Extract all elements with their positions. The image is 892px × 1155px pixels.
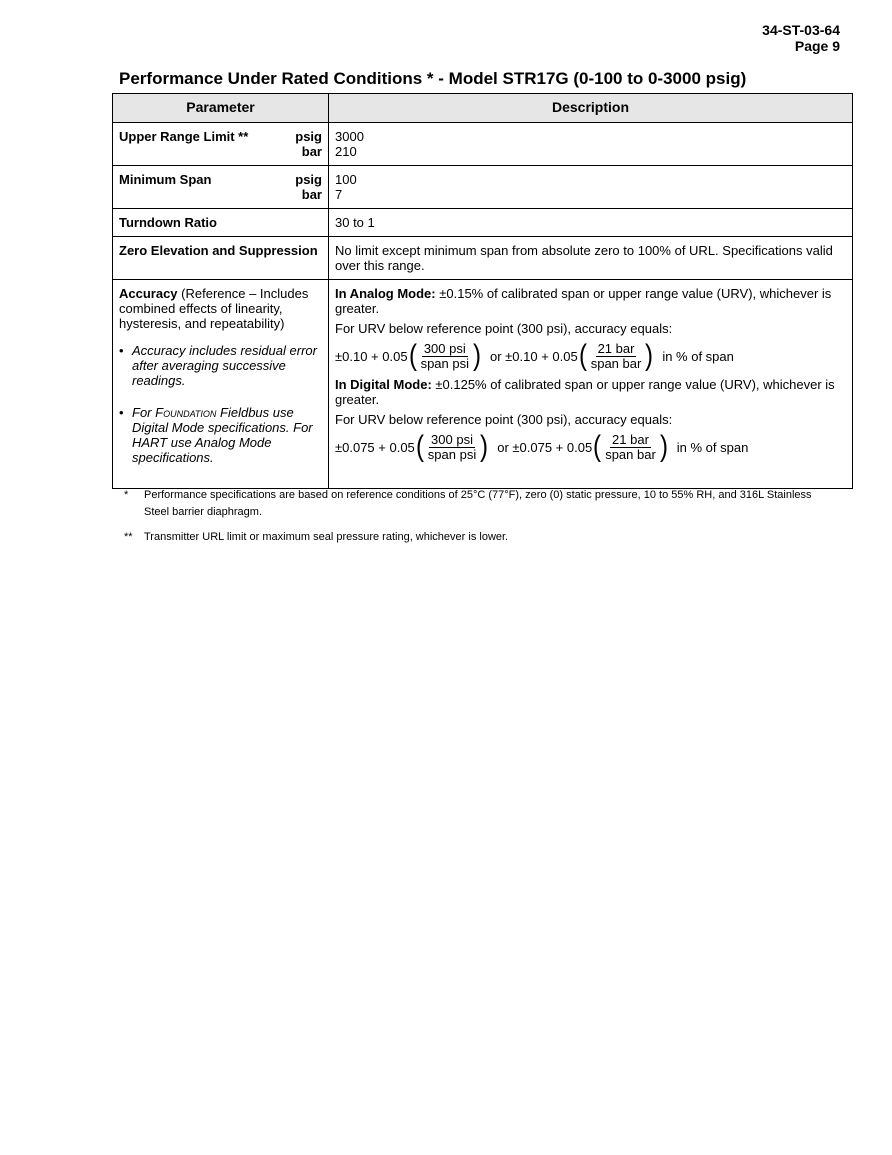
- analog-mode-label: In Analog Mode:: [335, 286, 436, 301]
- document-number: 34-ST-03-64: [762, 22, 840, 38]
- footnote-mark: *: [124, 489, 129, 501]
- digital-formula: ±0.075 + 0.05 ( $\frac{\text{300 psi}}{\text{span psi}}$ ) or ±0.075 + 0.05 ( $\frac{\text{21 bar}}{\text{span bar}}$ ) in % of span: [335, 430, 749, 463]
- fraction: $\frac{\text{300 psi}}{\text{span psi}}$: [427, 431, 477, 462]
- analog-formula: ±0.10 + 0.05 ( $\frac{\text{300 psi}}{\text{span psi}}$ ) or ±0.10 + 0.05 ( $\frac{\text{21 bar}}{\text{span bar}}$ ) in % of span: [335, 339, 734, 372]
- footnote-mark: **: [124, 531, 133, 543]
- table-row-upper-range-limit: [113, 123, 853, 166]
- footnote-text: Transmitter URL limit or maximum seal pressure rating, whichever is lower.: [144, 531, 509, 543]
- list-item: • For Foundation Fieldbus use Digital Mode specifications. For HART use Analog Mode specifications.: [119, 405, 313, 465]
- bullet-icon: •: [119, 405, 124, 420]
- value-psig: 3000: [335, 129, 364, 144]
- page-number: Page 9: [794, 38, 840, 54]
- fraction: $\frac{\text{21 bar}}{\text{span bar}}$: [590, 340, 642, 371]
- analog-urv-text: For URV below reference point (300 psi), accuracy equals:: [335, 321, 673, 336]
- digital-mode-text: In Digital Mode: ±0.125% of calibrated span or upper range value (URV), whichever is greater.: [335, 377, 835, 407]
- description-cell: [329, 123, 853, 166]
- parameter-cell: [113, 166, 329, 209]
- column-header-parameter: Parameter: [113, 94, 329, 123]
- value-bar: 7: [335, 187, 343, 202]
- performance-table: [112, 93, 853, 489]
- description-cell: [329, 280, 853, 489]
- footnote: [124, 487, 824, 521]
- value-bar: 210: [335, 144, 357, 159]
- accuracy-notes: [119, 343, 322, 465]
- parameter-cell: [113, 280, 329, 489]
- footnote: [124, 529, 824, 546]
- parameter-cell: [113, 123, 329, 166]
- digital-mode-label: In Digital Mode:: [335, 377, 432, 392]
- unit-bar: bar: [301, 187, 322, 202]
- parameter-name: Upper Range Limit **: [119, 129, 249, 144]
- page-title: Performance Under Rated Conditions * - Model STR17G (0-100 to 0-3000 psig): [119, 69, 747, 88]
- parameter-description: (Reference – Includes combined effects of linearity, hysteresis, and repeatability): [119, 286, 309, 331]
- analog-mode-text: In Analog Mode: ±0.15% of calibrated span or upper range value (URV), whichever is greater.: [335, 286, 832, 316]
- parameter-name: Turndown Ratio: [113, 209, 329, 237]
- footnote-text: Performance specifications are based on reference conditions of 25°C (77°F), zero (0) static pressure, 10 to 55% RH, and 316L Stainless Steel barrier diaphragm.: [144, 489, 812, 518]
- unit-psig: psig: [295, 172, 322, 187]
- table-row-accuracy: [113, 280, 853, 489]
- footnotes: [124, 487, 824, 550]
- column-header-description: Description: [329, 94, 853, 123]
- bullet-icon: •: [119, 343, 124, 358]
- table-row-zero-elevation: [113, 237, 853, 280]
- description-cell: 30 to 1: [329, 209, 853, 237]
- description-cell: No limit except minimum span from absolute zero to 100% of URL. Specifications valid over this range.: [329, 237, 853, 280]
- fraction: $\frac{\text{300 psi}}{\text{span psi}}$: [420, 340, 469, 371]
- table-row-turndown-ratio: [113, 209, 853, 237]
- unit-labels: [295, 129, 322, 159]
- fraction: $\frac{\text{21 bar}}{\text{span bar}}$: [605, 431, 656, 462]
- document-header: [762, 22, 840, 54]
- unit-psig: psig: [295, 129, 322, 144]
- unit-labels: [295, 172, 322, 202]
- digital-urv-text: For URV below reference point (300 psi), accuracy equals:: [335, 412, 673, 427]
- parameter-name: Minimum Span: [119, 172, 212, 187]
- table-header-row: [113, 94, 853, 123]
- description-cell: [329, 166, 853, 209]
- parameter-name: Zero Elevation and Suppression: [113, 237, 329, 280]
- table-row-minimum-span: [113, 166, 853, 209]
- foundation-brand: Foundation: [155, 405, 217, 420]
- value-psig: 100: [335, 172, 357, 187]
- parameter-name: Accuracy: [119, 286, 178, 301]
- unit-bar: bar: [301, 144, 322, 159]
- list-item: • Accuracy includes residual error after averaging successive readings.: [119, 343, 317, 388]
